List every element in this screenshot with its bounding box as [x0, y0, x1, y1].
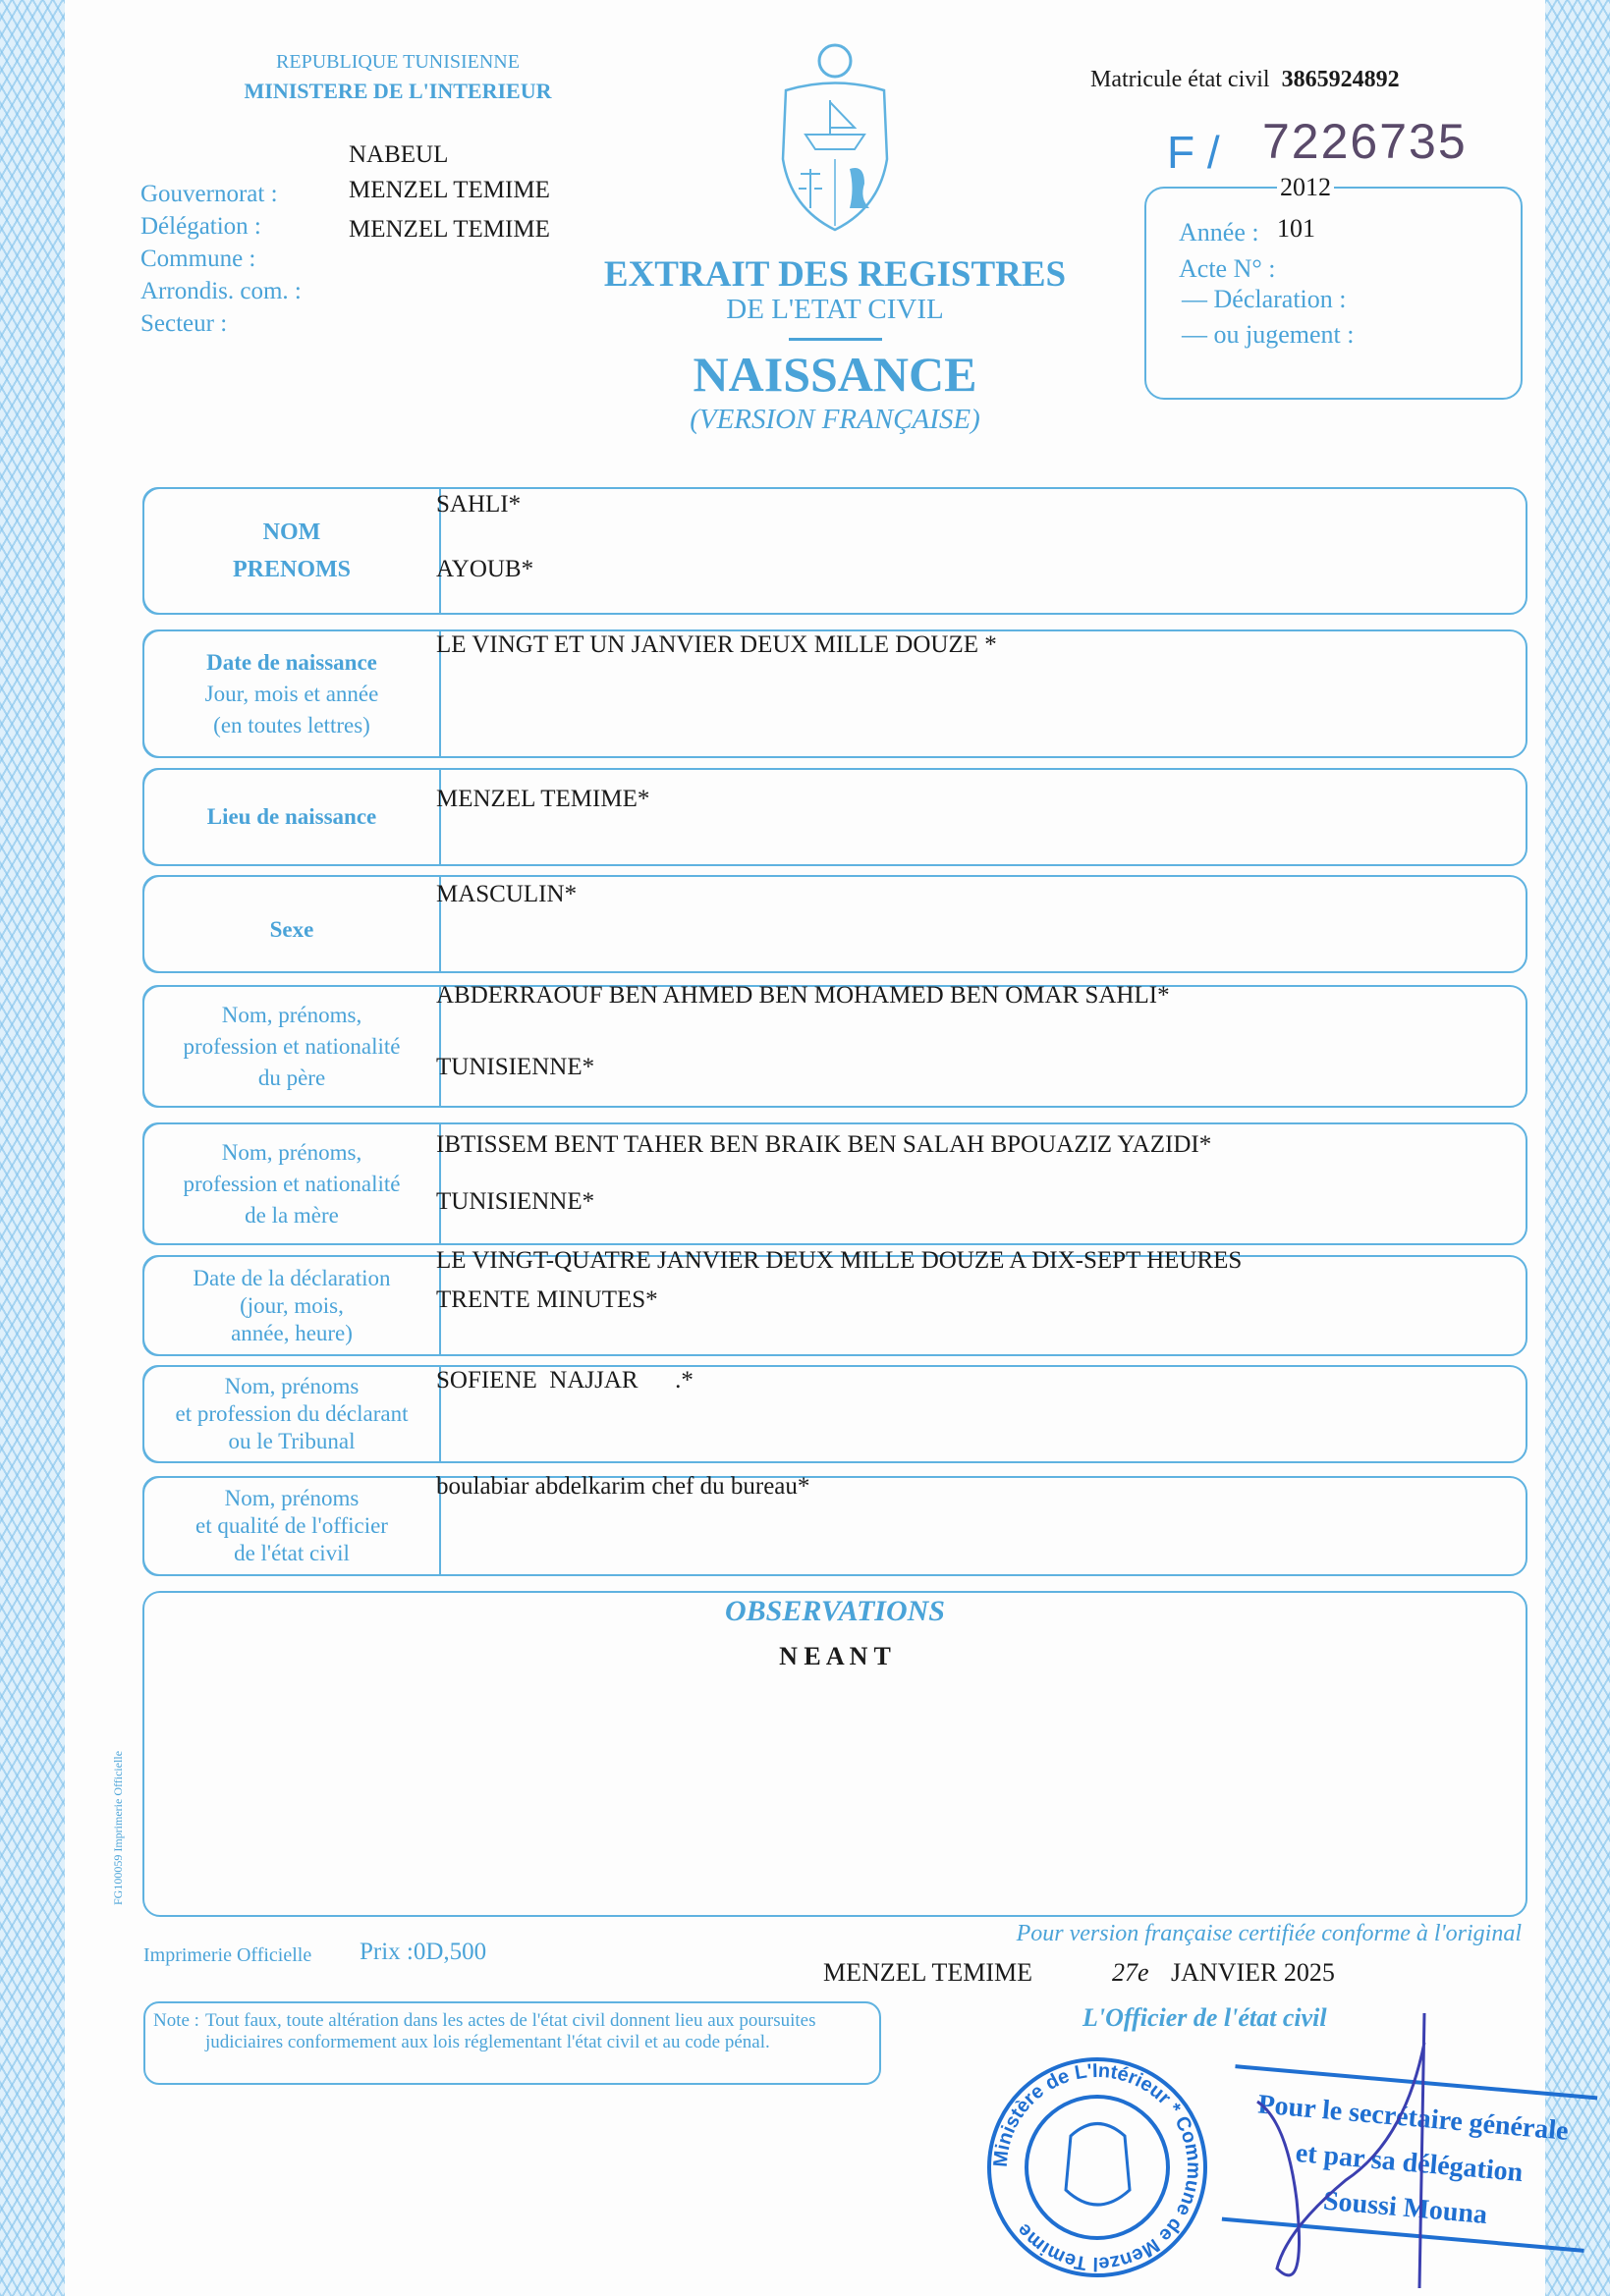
- location-labels: [140, 178, 302, 340]
- serial-number: 7226735: [1262, 114, 1468, 169]
- gouvernorat-label: Gouvernorat :: [140, 181, 278, 207]
- nom-label: NOM: [262, 519, 321, 545]
- issue-day: 27e: [1112, 1958, 1149, 1987]
- delegation-label: Délégation :: [140, 213, 261, 240]
- declaration-time-value: TRENTE MINUTES*: [436, 1286, 658, 1313]
- matricule-label: Matricule état civil: [1090, 67, 1270, 92]
- mother-name-value: IBTISSEM BENT TAHER BEN BRAIK BEN SALAH BPOUAZIZ YAZIDI*: [436, 1131, 1212, 1158]
- sex-label: [142, 875, 441, 973]
- declaration-date-value: LE VINGT-QUATRE JANVIER DEUX MILLE DOUZE A DIX-SEPT HEURES: [436, 1247, 1243, 1274]
- commune-label: Commune :: [140, 246, 256, 272]
- observations-value: N E A N T: [779, 1642, 891, 1670]
- sex-value: MASCULIN*: [436, 881, 578, 907]
- label-line: Nom, prénoms: [224, 1486, 360, 1510]
- guilloche-border-left: [0, 0, 65, 2296]
- nom-value: SAHLI*: [436, 491, 522, 518]
- label-line: ou le Tribunal: [228, 1429, 356, 1453]
- jugement-label: — ou jugement :: [1182, 320, 1355, 349]
- side-print-code: FG100059 Imprimerie Officielle: [111, 1750, 125, 1905]
- acte-number-label: Acte N° :: [1179, 254, 1276, 283]
- label-line: année, heure): [231, 1320, 353, 1345]
- label-line: de la mère: [245, 1202, 339, 1228]
- label-line: Jour, mois et année: [204, 681, 379, 706]
- father-name-value: ABDERRAOUF BEN AHMED BEN MOHAMED BEN OMAR SAHLI*: [436, 982, 1170, 1009]
- father-nationality-value: TUNISIENNE*: [436, 1054, 595, 1080]
- birth-place-label: [142, 768, 441, 866]
- round-stamp-text: Ministère de L'Intérieur * Commune de Menzel Temime: [989, 2059, 1205, 2275]
- issue-month-year: JANVIER 2025: [1171, 1958, 1335, 1987]
- handwritten-signature: [1228, 2003, 1473, 2288]
- title-divider: [789, 338, 882, 341]
- serial-prefix: F /: [1167, 127, 1220, 178]
- commune-value: MENZEL TEMIME: [349, 216, 550, 243]
- father-label: [142, 985, 441, 1108]
- annee-label: Année :: [1179, 218, 1259, 246]
- declarant-value: SOFIENE NAJJAR .*: [436, 1367, 694, 1394]
- annee-value: 101: [1277, 214, 1315, 243]
- label-line: profession et nationalité: [183, 1171, 401, 1196]
- delegation-value: MENZEL TEMIME: [349, 177, 550, 203]
- title-version: (VERSION FRANÇAISE): [690, 404, 980, 435]
- label-line: Date de la déclaration: [193, 1265, 391, 1290]
- officer-label: [142, 1476, 441, 1576]
- birth-date-value: LE VINGT ET UN JANVIER DEUX MILLE DOUZE *: [436, 631, 997, 658]
- declarant-label: [142, 1365, 441, 1463]
- label-line: et profession du déclarant: [175, 1401, 409, 1426]
- secteur-label: Secteur :: [140, 310, 228, 337]
- declaration-date-label: [142, 1255, 441, 1356]
- year-stamp: 2012: [1277, 173, 1334, 202]
- note-label: Note :: [153, 2010, 199, 2031]
- coat-of-arms-emblem: [771, 41, 899, 238]
- label-line: Nom, prénoms: [224, 1374, 360, 1398]
- officer-value: boulabiar abdelkarim chef du bureau*: [436, 1473, 810, 1500]
- label-line: Nom, prénoms,: [221, 1139, 362, 1165]
- price-label: Prix :0D,500: [360, 1939, 487, 1965]
- stamp-line: Pour le secrétaire générale: [1256, 2089, 1570, 2147]
- observations-title: OBSERVATIONS: [725, 1595, 945, 1627]
- arrondissement-label: Arrondis. com. :: [140, 278, 302, 304]
- stamp-line: Soussi Mouna: [1321, 2185, 1489, 2231]
- certified-text: Pour version française certifiée conforme à l'original: [1016, 1921, 1522, 1946]
- label-line: (en toutes lettres): [213, 712, 370, 738]
- round-official-stamp: [982, 2052, 1213, 2283]
- title-naissance: NAISSANCE: [693, 347, 977, 402]
- ministry-label: MINISTERE DE L'INTERIEUR: [244, 79, 552, 103]
- label-line: Date de naissance: [206, 649, 377, 675]
- legal-note-box: [143, 2001, 881, 2085]
- label-line: profession et nationalité: [183, 1033, 401, 1059]
- label-line: (jour, mois,: [240, 1292, 344, 1318]
- printer-label: Imprimerie Officielle: [143, 1944, 312, 1966]
- note-text: Tout faux, toute altération dans les actes de l'état civil donnent lieu aux poursuites judiciaires conformement aux lois réglementant l'état civil et au code pénal.: [204, 2010, 816, 2052]
- label-line: du père: [257, 1065, 326, 1090]
- declaration-label: — Déclaration :: [1182, 285, 1347, 313]
- issue-place: MENZEL TEMIME: [823, 1958, 1033, 1987]
- label-line: Nom, prénoms,: [221, 1002, 362, 1027]
- mother-nationality-value: TUNISIENNE*: [436, 1188, 595, 1215]
- label-line: de l'état civil: [234, 1541, 350, 1565]
- guilloche-border-right: [1545, 0, 1610, 2296]
- officer-signature-label: L'Officier de l'état civil: [1083, 2003, 1327, 2032]
- stamp-line: et par sa délégation: [1294, 2137, 1525, 2189]
- nom-prenoms-label: [142, 487, 441, 615]
- birth-place-value: MENZEL TEMIME*: [436, 786, 650, 812]
- title-extrait: EXTRAIT DES REGISTRES: [603, 254, 1067, 295]
- mother-label: [142, 1122, 441, 1245]
- prenoms-label: PRENOMS: [233, 557, 351, 582]
- gouvernorat-value: NABEUL: [349, 141, 449, 168]
- label-line: Lieu de naissance: [206, 804, 377, 829]
- matricule-value: 3865924892: [1281, 67, 1400, 92]
- title-etat-civil: DE L'ETAT CIVIL: [726, 294, 944, 325]
- observations-box: [142, 1591, 1527, 1917]
- label-line: Sexe: [269, 917, 314, 942]
- republic-label: REPUBLIQUE TUNISIENNE: [276, 51, 520, 73]
- birth-date-label: [142, 629, 441, 758]
- prenoms-value: AYOUB*: [436, 556, 534, 582]
- label-line: et qualité de l'officier: [195, 1513, 388, 1538]
- matricule-field: [1090, 67, 1400, 93]
